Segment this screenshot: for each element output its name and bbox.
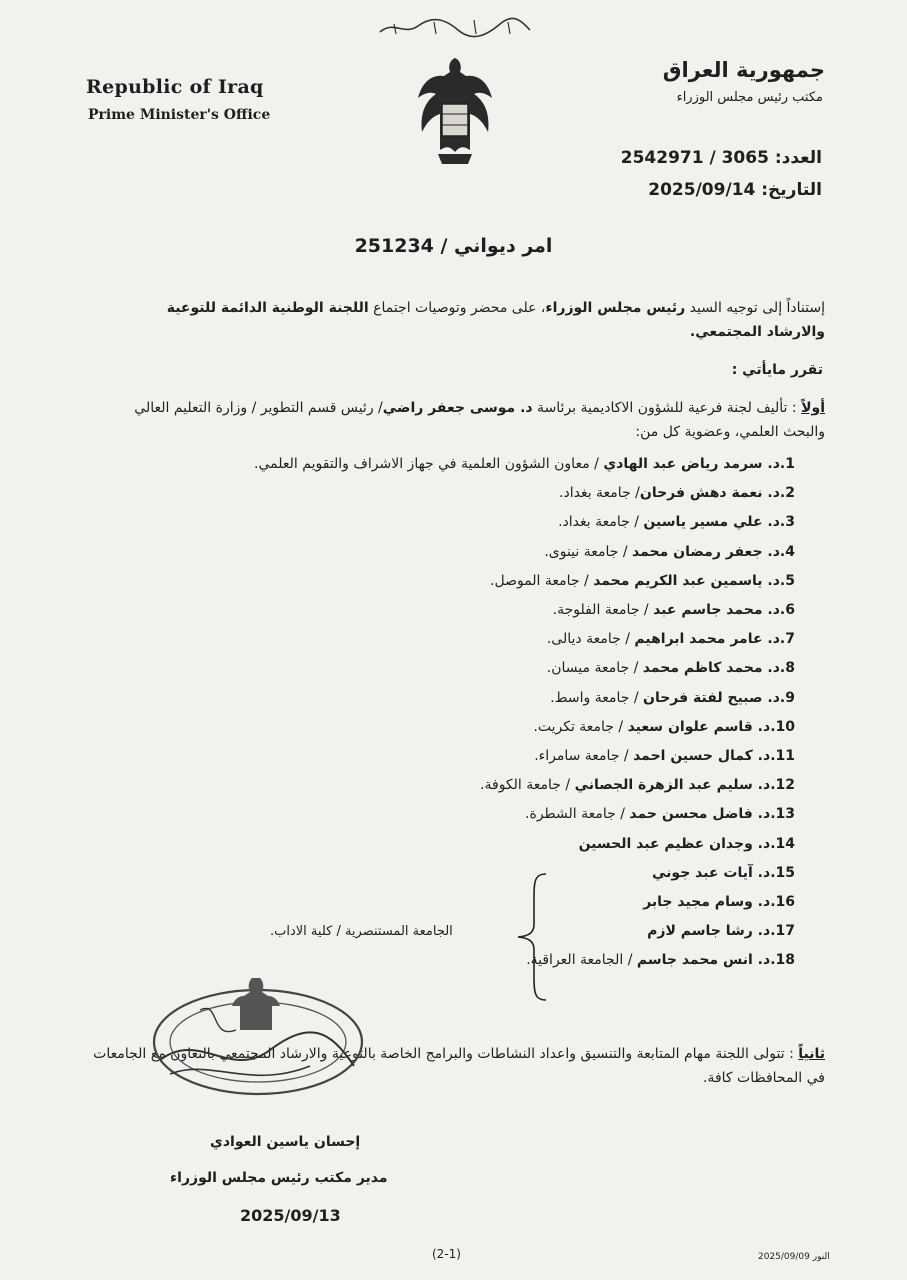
second-label: ثانياً [798, 1046, 825, 1062]
member-name: علي مسير ياسين [643, 514, 763, 530]
reference-value: 2542971 / 3065 [620, 148, 769, 168]
member-number: 11. [770, 748, 795, 764]
member-number: 16. [770, 894, 795, 910]
member-name: قاسم علوان سعيد [627, 719, 753, 735]
first-text-1: : تأليف لجنة فرعية للشؤون الاكاديمية برئاسة [532, 400, 802, 416]
member-name: آيات عبد جوني [652, 865, 753, 881]
member-number: 6. [779, 602, 795, 618]
official-seal-stamp-icon [140, 970, 370, 1110]
signatory-name: إحسان ياسين العوادي [210, 1134, 361, 1150]
member-item [480, 777, 795, 799]
member-title: د. [752, 952, 771, 968]
member-number: 17. [770, 923, 795, 939]
member-item [547, 631, 795, 653]
order-title [0, 235, 907, 257]
member-affiliation: / جامعة الشطرة. [525, 806, 630, 822]
member-title: د. [752, 836, 771, 852]
member-item [525, 806, 795, 828]
decided-line: تقرر مايأتي : [731, 362, 823, 378]
first-label: أولاً [801, 400, 825, 416]
member-title: د. [762, 573, 780, 589]
member-number: 12. [770, 777, 795, 793]
member-affiliation: / الجامعة العراقية. [526, 952, 637, 968]
member-number: 5. [779, 573, 795, 589]
second-text: : تتولى اللجنة مهام المتابعة والتنسيق واعداد النشاطات والبرامج الخاصة بالتوعية والارشاد المجتمعي بالتعاون مع الجامعات في المحافظات كافة. [93, 1046, 825, 1086]
member-title: د. [762, 690, 780, 706]
member-affiliation: / جامعة بغداد. [558, 514, 644, 530]
member-name: وجدان عظيم عبد الحسين [578, 836, 753, 852]
group-brace-icon [512, 872, 552, 1002]
intro-text-2: ، على محضر وتوصيات اجتماع [368, 300, 546, 316]
reference-number [621, 148, 822, 168]
member-title: د. [762, 485, 780, 501]
member-number: 18. [770, 952, 795, 968]
member-title: د. [762, 456, 780, 472]
member-name: وسام مجيد جابر [643, 894, 753, 910]
first-chair: د. موسى جعفر راضي [382, 400, 533, 416]
member-number: 8. [779, 660, 795, 676]
member-number: 9. [779, 690, 795, 706]
member-title: د. [752, 923, 771, 939]
member-name: محمد كاظم محمد [642, 660, 763, 676]
basmala-calligraphy-icon [374, 14, 534, 40]
member-affiliation: / جامعة ديالى. [546, 631, 635, 647]
member-title: د. [752, 719, 771, 735]
member-item [579, 836, 795, 858]
member-number: 13. [770, 806, 795, 822]
english-republic-title: Republic of Iraq [86, 76, 264, 98]
member-affiliation: / جامعة نينوى. [544, 544, 633, 560]
member-affiliation: / جامعة بغداد. [559, 485, 640, 501]
order-label: امر ديواني / [433, 235, 553, 257]
member-affiliation: / جامعة واسط. [550, 690, 644, 706]
member-item [558, 514, 795, 536]
member-item [652, 865, 795, 887]
member-number: 1. [779, 456, 795, 472]
date-label: التاريخ: [761, 180, 822, 200]
member-title: د. [762, 544, 780, 560]
group-institution-label: الجامعة المستنصرية / كلية الاداب. [270, 924, 453, 939]
member-item [254, 456, 795, 478]
member-item [490, 573, 795, 595]
member-affiliation: / جامعة ميسان. [546, 660, 643, 676]
member-number: 2. [779, 485, 795, 501]
member-name: محمد جاسم عبد [653, 602, 763, 618]
member-title: د. [752, 806, 771, 822]
member-number: 15. [770, 865, 795, 881]
member-affiliation: / جامعة الفلوجة. [552, 602, 654, 618]
member-item [547, 660, 795, 682]
member-item [534, 748, 795, 770]
member-item [643, 894, 795, 916]
member-name: سرمد رياض عبد الهادي [603, 456, 763, 472]
arabic-republic-title: جمهورية العراق [662, 58, 825, 82]
page-number: (2-1) [432, 1247, 461, 1261]
member-number: 14. [770, 836, 795, 852]
member-title: د. [762, 602, 780, 618]
first-clause [110, 396, 825, 444]
iraq-eagle-emblem-icon [414, 54, 496, 170]
member-name: صبيح لفتة فرحان [643, 690, 763, 706]
member-title: د. [752, 894, 771, 910]
member-title: د. [762, 631, 780, 647]
member-item [647, 923, 795, 945]
member-affiliation: / جامعة الكوفة. [480, 777, 575, 793]
member-title: د. [752, 777, 771, 793]
member-name: جعفر رمضان محمد [632, 544, 763, 560]
member-name: نعمة دهش فرحان [639, 485, 763, 501]
member-name: انس محمد جاسم [636, 952, 753, 968]
member-title: د. [762, 660, 780, 676]
member-number: 4. [779, 544, 795, 560]
member-affiliation: / جامعة سامراء. [534, 748, 634, 764]
member-number: 10. [770, 719, 795, 735]
member-name: ياسمين عبد الكريم محمد [593, 573, 763, 589]
member-item [553, 602, 795, 624]
intro-pm-bold: رئيس مجلس الوزراء [545, 300, 686, 316]
arabic-office-subtitle: مكتب رئيس مجلس الوزراء [676, 90, 823, 105]
member-affiliation: / معاون الشؤون العلمية في جهاز الاشراف والتقويم العلمي. [254, 456, 604, 472]
first-text-2: / رئيس قسم التطوير / وزارة التعليم العالي والبحث العلمي، وعضوية كل من: [134, 400, 825, 440]
member-number: 3. [779, 514, 795, 530]
intro-paragraph [110, 296, 825, 344]
member-item [526, 952, 795, 974]
member-name: سليم عبد الزهرة الجصاني [574, 777, 753, 793]
member-affiliation: / جامعة الموصل. [490, 573, 594, 589]
date-value: 2025/09/14 [648, 180, 756, 200]
reference-label: العدد: [774, 148, 822, 168]
footer-date: النور 2025/09/09 [758, 1252, 830, 1262]
member-name: عامر محمد ابراهيم [634, 631, 763, 647]
member-item [559, 485, 795, 507]
member-affiliation: / جامعة تكريت. [533, 719, 628, 735]
member-title: د. [762, 514, 780, 530]
member-name: رشا جاسم لازم [647, 923, 753, 939]
intro-text-1: إستناداً إلى توجيه السيد [685, 300, 825, 316]
member-item [550, 690, 795, 712]
member-name: كمال حسين احمد [633, 748, 753, 764]
english-office-subtitle: Prime Minister's Office [88, 107, 271, 123]
order-number: 251234 [354, 235, 434, 257]
document-date [648, 180, 822, 200]
member-item [533, 719, 795, 741]
member-title: د. [752, 748, 771, 764]
member-number: 7. [779, 631, 795, 647]
member-item [544, 544, 795, 566]
signatory-title: مدير مكتب رئيس مجلس الوزراء [170, 1170, 388, 1186]
intro-committee-bold: اللجنة الوطنية الدائمة للتوعية والارشاد المجتمعي. [166, 300, 825, 340]
signature-date: 2025/09/13 [240, 1206, 341, 1225]
member-title: د. [752, 865, 771, 881]
member-name: فاضل محسن حمد [629, 806, 753, 822]
